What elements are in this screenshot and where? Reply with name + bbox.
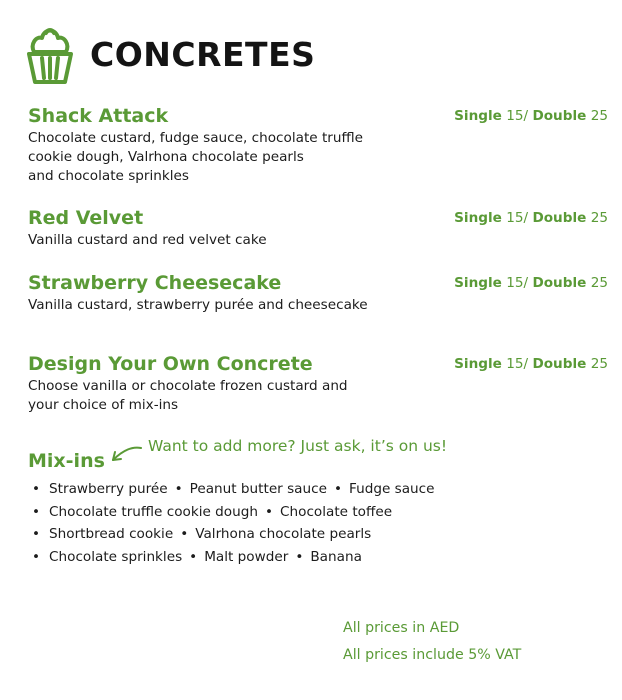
mixins-line — [32, 501, 435, 524]
double-label: Double — [532, 356, 587, 372]
bullet-dot: • — [333, 481, 342, 497]
menu-item-shack-attack — [28, 105, 608, 186]
item-name: Red Velvet — [28, 207, 144, 229]
price-separator: / — [523, 210, 529, 226]
page-title: CONCRETES — [90, 34, 316, 74]
mixin-item: Banana — [310, 548, 362, 565]
price-separator: / — [523, 356, 529, 372]
bullet-dot: • — [32, 548, 41, 565]
double-label: Double — [532, 108, 587, 124]
menu-item-design-your-own — [28, 353, 608, 415]
bullet-dot: • — [295, 548, 304, 565]
item-price — [454, 356, 608, 372]
item-description — [28, 377, 608, 415]
single-price: 15 — [506, 210, 524, 226]
mixins-list — [32, 478, 435, 568]
mixin-item: Chocolate sprinkles — [49, 548, 183, 565]
single-price: 15 — [506, 108, 524, 124]
bullet-dot: • — [32, 503, 41, 520]
mixins-line — [32, 523, 435, 546]
item-description — [28, 296, 608, 315]
single-label: Single — [454, 356, 502, 372]
bullet-dot: • — [180, 526, 189, 542]
item-description — [28, 231, 608, 250]
double-price: 25 — [590, 275, 608, 291]
mixin-item: Fudge sauce — [349, 481, 435, 497]
item-price — [454, 275, 608, 291]
item-price — [454, 210, 608, 226]
bullet-dot: • — [189, 548, 198, 565]
single-price: 15 — [506, 356, 524, 372]
bullet-dot: • — [174, 481, 183, 497]
concrete-cup-icon — [24, 22, 76, 86]
description-line: and chocolate sprinkles — [28, 168, 190, 184]
mixin-item: Malt powder — [204, 548, 289, 565]
bullet-dot: • — [32, 481, 41, 497]
single-label: Single — [454, 108, 502, 124]
single-price: 15 — [506, 275, 524, 291]
item-price — [454, 108, 608, 124]
item-description — [28, 129, 608, 186]
page-header — [24, 22, 315, 86]
description-line: Chocolate custard, fudge sauce, chocolate truffle — [28, 130, 363, 146]
description-line: cookie dough, Valrhona chocolate pearls — [28, 149, 304, 165]
double-price: 25 — [590, 210, 608, 226]
mixin-item: Chocolate truffle cookie dough — [49, 503, 258, 520]
bullet-dot: • — [264, 503, 274, 520]
price-separator: / — [523, 275, 529, 291]
description-line: your choice of mix-ins — [28, 397, 179, 413]
curved-arrow-icon — [109, 444, 143, 466]
vat-note: All prices include 5% VAT — [343, 647, 522, 663]
bullet-dot: • — [32, 526, 41, 542]
description-line: Vanilla custard, strawberry purée and cheesecake — [28, 297, 368, 313]
mixins-note: Want to add more? Just ask, it’s on us! — [148, 437, 448, 455]
mixin-item: Chocolate toffee — [280, 503, 393, 520]
mixins-heading — [28, 444, 143, 472]
mixins-title: Mix-ins — [28, 450, 105, 472]
price-notes — [343, 615, 521, 669]
mixins-line — [32, 478, 435, 501]
double-price: 25 — [590, 108, 608, 124]
currency-note: All prices in AED — [343, 620, 460, 636]
mixin-item: Valrhona chocolate pearls — [195, 526, 372, 542]
double-price: 25 — [590, 356, 608, 372]
item-name: Design Your Own Concrete — [28, 353, 313, 375]
mixin-item: Peanut butter sauce — [189, 481, 327, 497]
double-label: Double — [532, 275, 587, 291]
menu-item-strawberry-cheesecake — [28, 272, 608, 315]
single-label: Single — [454, 275, 502, 291]
description-line: Choose vanilla or chocolate frozen custard and — [28, 378, 348, 394]
mixin-item: Strawberry purée — [49, 481, 168, 497]
description-line: Vanilla custard and red velvet cake — [28, 232, 267, 248]
item-name: Shack Attack — [28, 105, 169, 127]
menu-item-red-velvet — [28, 207, 608, 250]
single-label: Single — [454, 210, 502, 226]
double-label: Double — [532, 210, 587, 226]
price-separator: / — [523, 108, 529, 124]
item-name: Strawberry Cheesecake — [28, 272, 282, 294]
mixin-item: Shortbread cookie — [49, 526, 174, 542]
mixins-line — [32, 546, 435, 569]
